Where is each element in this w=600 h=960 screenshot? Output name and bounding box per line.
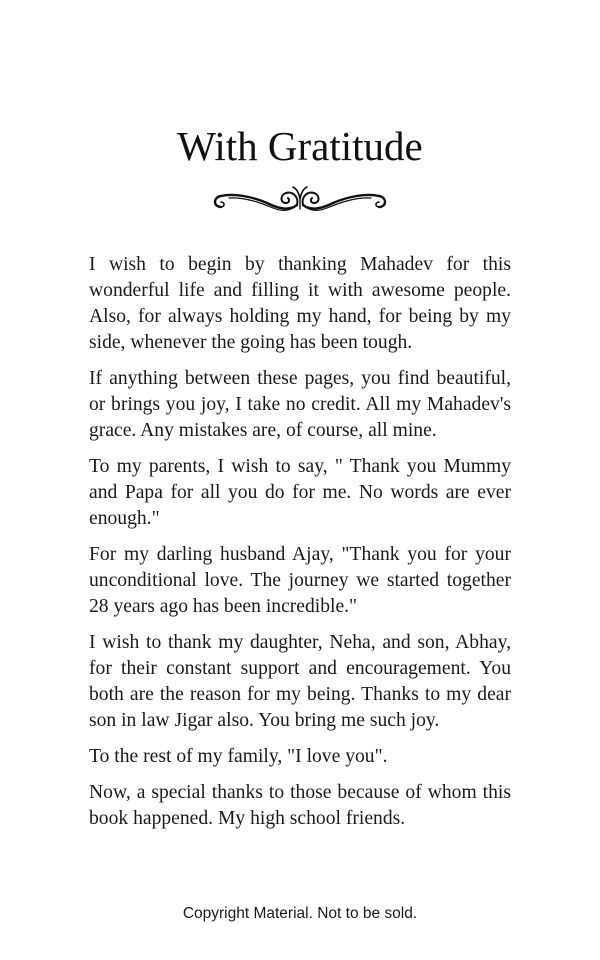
paragraph: I wish to begin by thanking Mahadev for this wonderful life and filling it with awesome people. Also, for always holding my hand, for being by my side, whenever the going has been tough.	[89, 254, 511, 353]
page-title: With Gratitude	[177, 123, 423, 169]
copyright-footer: Copyright Material. Not to be sold.	[182, 905, 418, 922]
paragraph: Now, a special thanks to those because of whom this book happened. My high school friends.	[89, 782, 511, 829]
flourish-ornament-icon	[209, 183, 391, 217]
paragraph: To the rest of my family, "I love you".	[89, 746, 388, 767]
paragraph: To my parents, I wish to say, " Thank you Mummy and Papa for all you do for me. No words are ever enough."	[89, 456, 511, 529]
paragraph: I wish to thank my daughter, Neha, and son, Abhay, for their constant support and encouragement. You both are the reason for my being. Thanks to my dear son in law Jigar also. You bring me such joy.	[89, 632, 511, 731]
paragraph: For my darling husband Ajay, "Thank you for your unconditional love. The journey we started together 28 years ago has been incredible."	[89, 544, 511, 617]
paragraph: If anything between these pages, you find beautiful, or brings you joy, I take no credit. All my Mahadev's grace. Any mistakes are, of course, all mine.	[89, 368, 511, 441]
acknowledgements-body	[89, 252, 511, 842]
